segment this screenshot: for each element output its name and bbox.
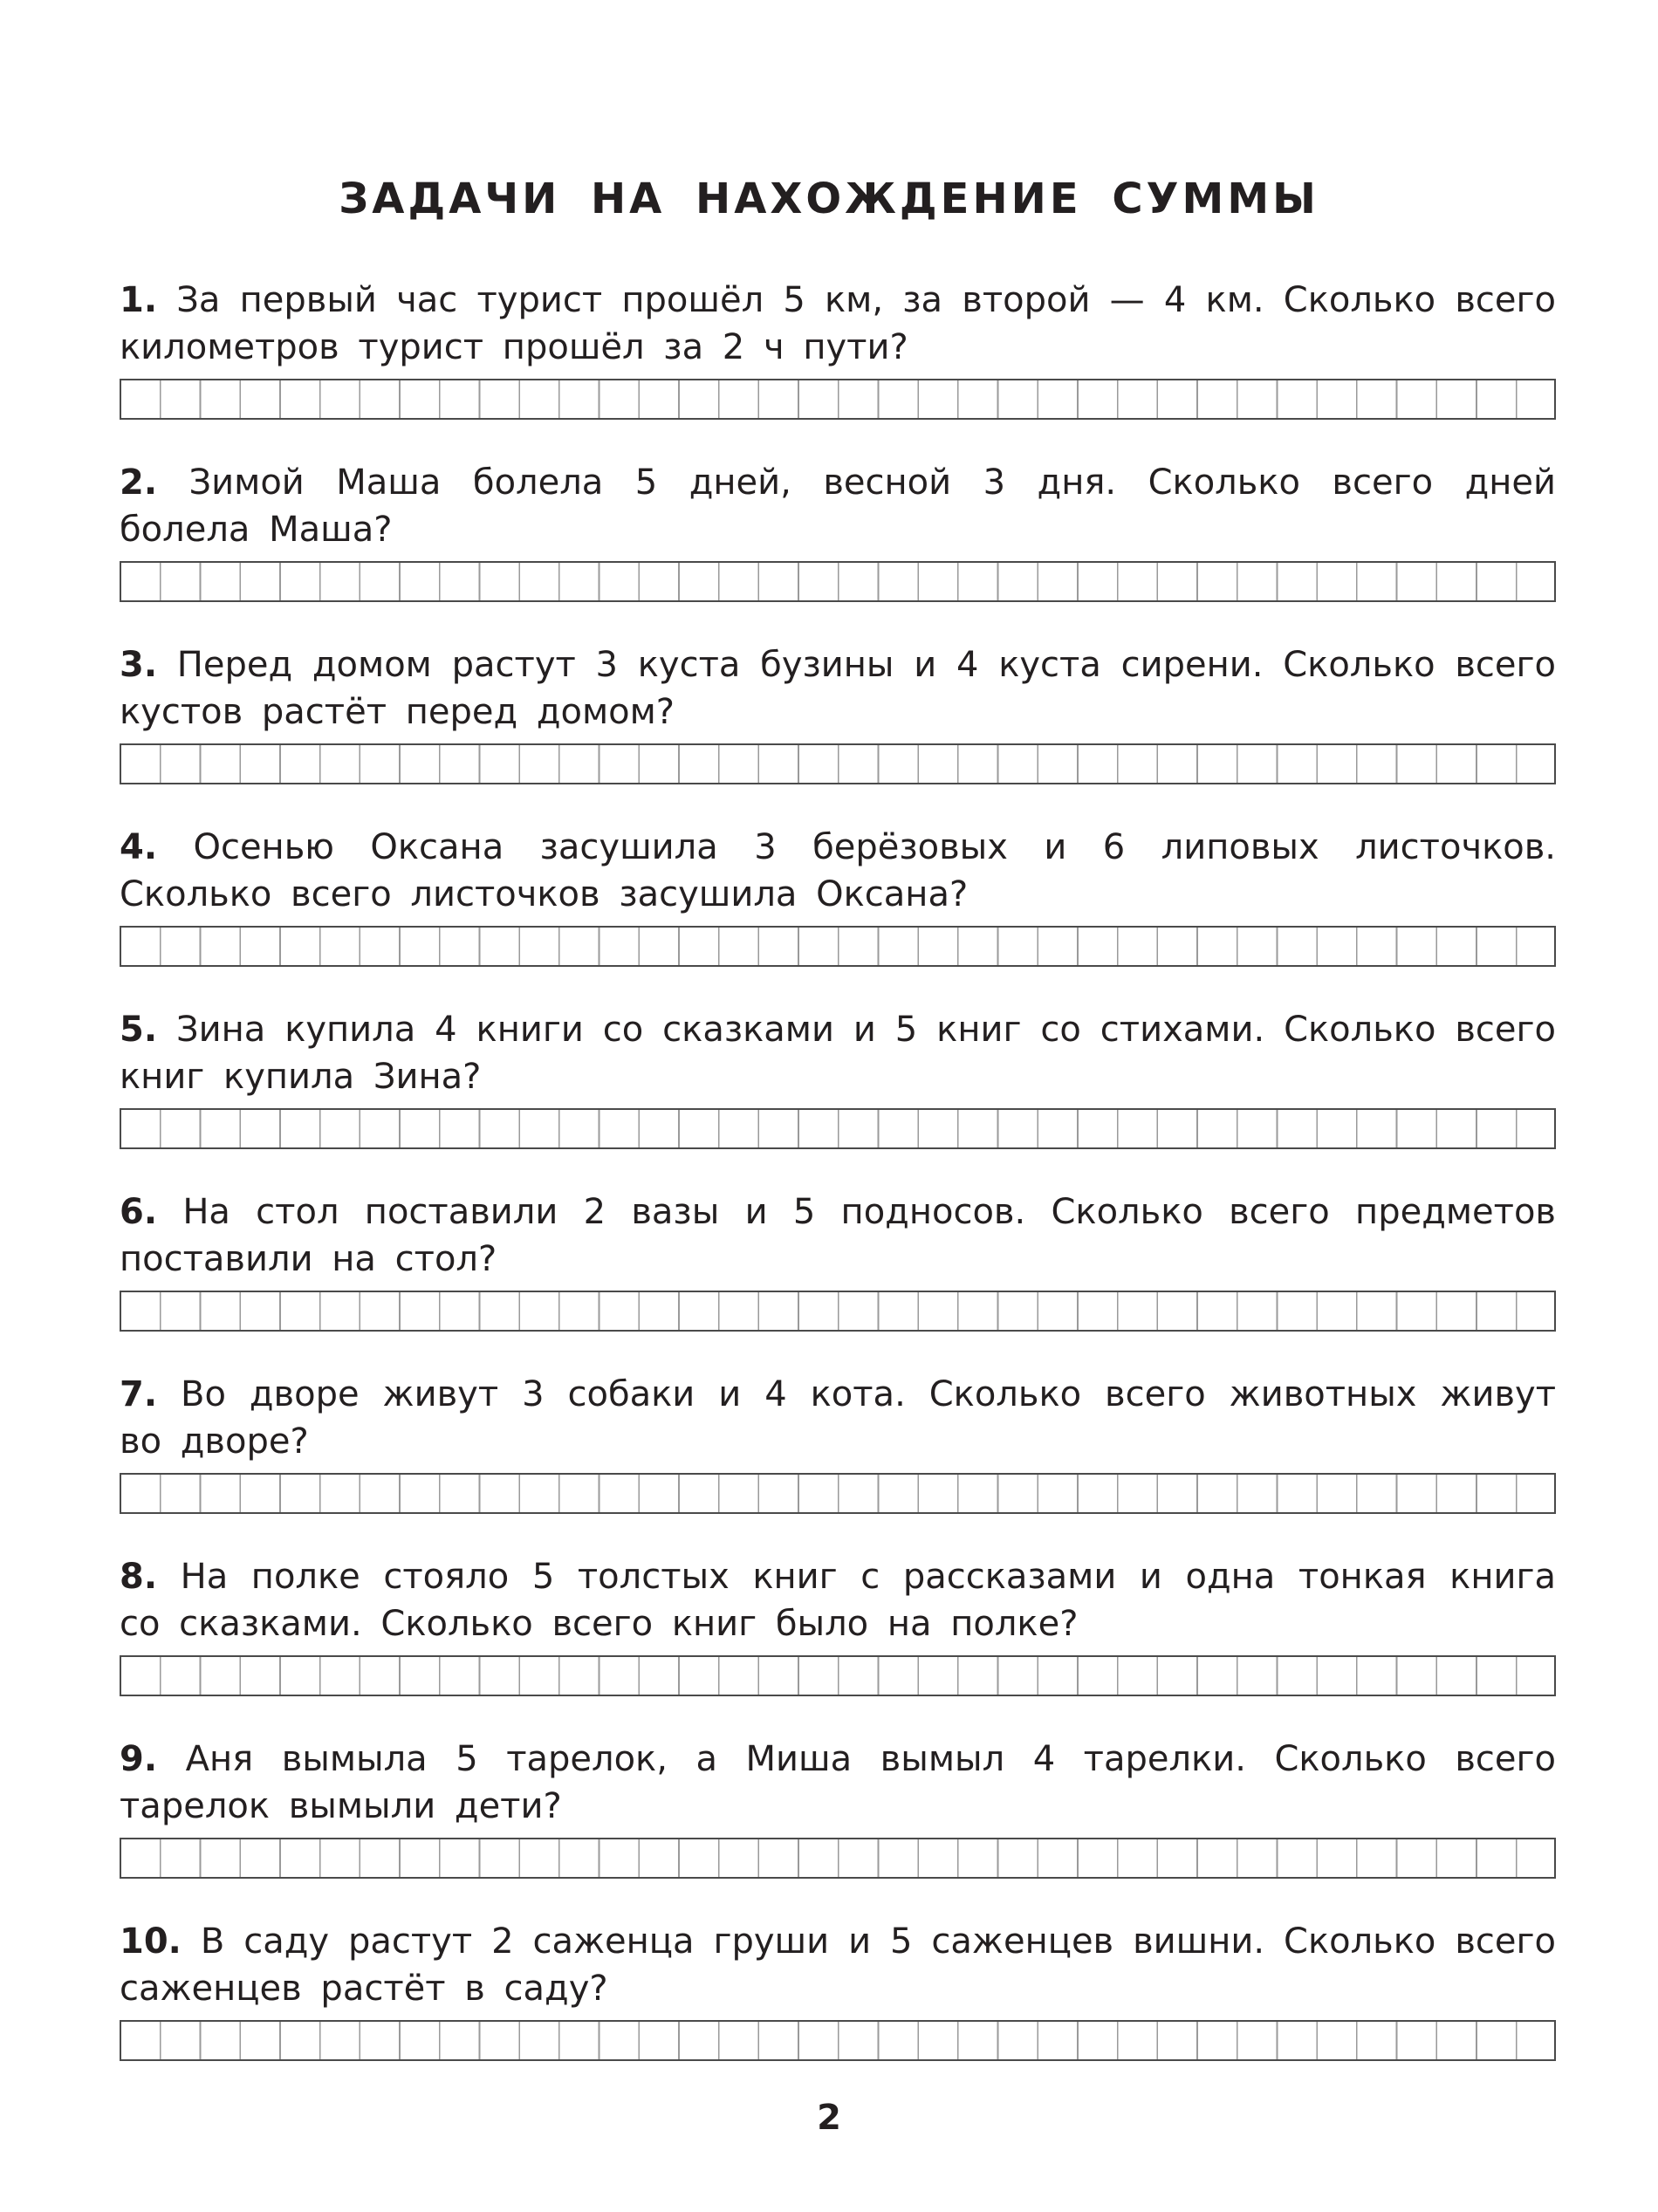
task-number: 2. (120, 462, 158, 503)
task-question: Во дворе живут 3 собаки и 4 кота. Сколько всего животных живут во дворе? (120, 1374, 1556, 1462)
page-number: 2 (817, 2098, 841, 2138)
task-10 (120, 1918, 1556, 2100)
task-number: 1. (120, 280, 158, 320)
task-text (120, 1188, 1556, 1283)
task-question: Перед домом растут 3 куста бузины и 4 куста сирени. Сколько всего кустов растёт перед домом? (120, 645, 1556, 732)
task-5 (120, 1006, 1556, 1188)
task-9 (120, 1736, 1556, 1918)
answer-grid[interactable] (120, 743, 1556, 784)
task-text (120, 1918, 1556, 2012)
task-question: Аня вымыла 5 тарелок, а Миша вымыл 4 тарелки. Сколько всего тарелок вымыли дети? (120, 1739, 1556, 1826)
task-7 (120, 1371, 1556, 1553)
task-number: 4. (120, 827, 158, 867)
task-text (120, 277, 1556, 371)
answer-grid[interactable] (120, 1838, 1556, 1879)
answer-grid[interactable] (120, 926, 1556, 967)
task-3 (120, 641, 1556, 824)
task-text (120, 459, 1556, 553)
task-question: Зина купила 4 книги со сказками и 5 книг со стихами. Сколько всего книг купила Зина? (120, 1010, 1557, 1097)
task-1 (120, 277, 1556, 459)
task-number: 9. (120, 1739, 158, 1779)
task-6 (120, 1188, 1556, 1371)
answer-grid[interactable] (120, 1473, 1556, 1514)
task-2 (120, 459, 1556, 641)
task-number: 7. (120, 1374, 158, 1414)
answer-grid[interactable] (120, 1655, 1556, 1696)
answer-grid[interactable] (120, 2020, 1556, 2061)
task-question: На полке стояло 5 толстых книг с рассказами и одна тонкая книга со сказками. Сколько всего книг было на полке? (120, 1557, 1556, 1644)
task-number: 6. (120, 1192, 158, 1232)
answer-grid[interactable] (120, 1291, 1556, 1332)
task-8 (120, 1553, 1556, 1736)
task-text (120, 824, 1556, 918)
task-question: За первый час турист прошёл 5 км, за второй — 4 км. Сколько всего километров турист прошёл за 2 ч пути? (120, 280, 1557, 367)
task-text (120, 1371, 1556, 1465)
task-4 (120, 824, 1556, 1006)
task-number: 8. (120, 1557, 158, 1597)
page-title: ЗАДАЧИ НА НАХОЖДЕНИЕ СУММЫ (339, 175, 1319, 223)
task-question: На стол поставили 2 вазы и 5 подносов. Сколько всего предметов поставили на стол? (120, 1192, 1556, 1279)
task-question: Зимой Маша болела 5 дней, весной 3 дня. Сколько всего дней болела Маша? (120, 462, 1556, 550)
task-text (120, 1553, 1556, 1647)
answer-grid[interactable] (120, 379, 1556, 420)
task-question: Осенью Оксана засушила 3 берёзовых и 6 липовых листочков. Сколько всего листочков засушила Оксана? (120, 827, 1556, 914)
task-number: 5. (120, 1010, 158, 1050)
task-text (120, 1736, 1556, 1830)
task-text (120, 641, 1556, 736)
task-number: 10. (120, 1921, 182, 1962)
task-number: 3. (120, 645, 158, 685)
task-question: В саду растут 2 саженца груши и 5 саженцев вишни. Сколько всего саженцев растёт в саду? (120, 1921, 1556, 2009)
answer-grid[interactable] (120, 1108, 1556, 1149)
answer-grid[interactable] (120, 561, 1556, 602)
task-text (120, 1006, 1556, 1100)
task-list (120, 277, 1556, 2100)
